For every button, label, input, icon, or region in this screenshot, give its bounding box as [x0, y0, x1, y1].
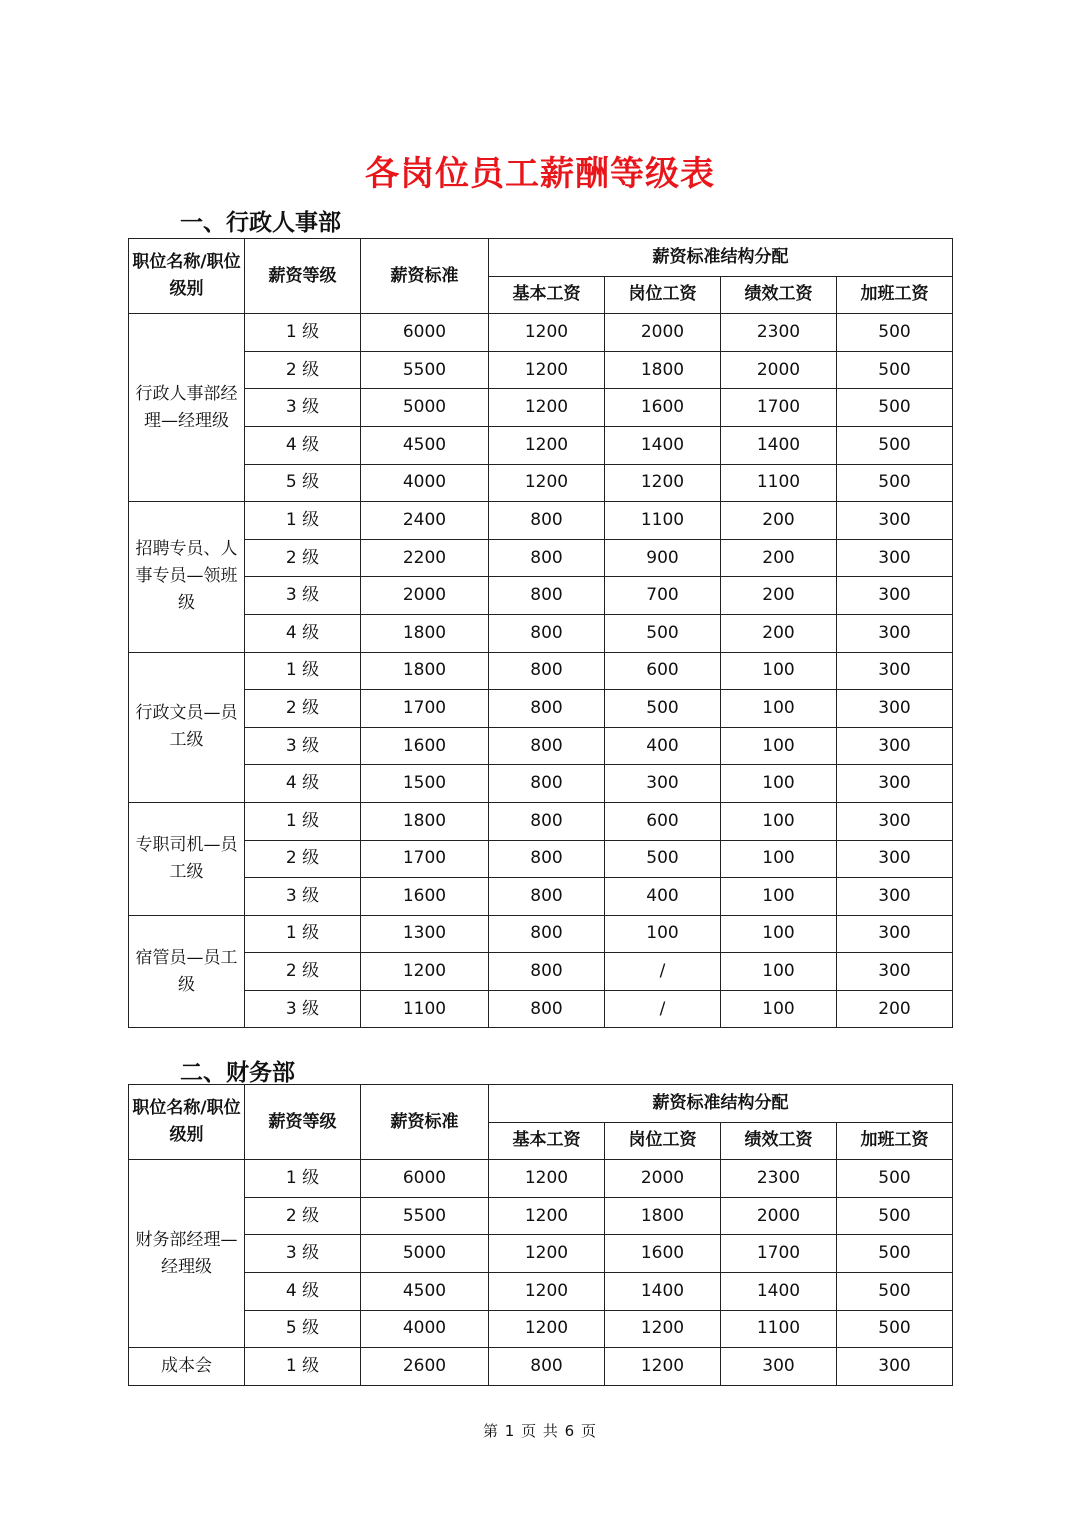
table-row — [129, 577, 953, 615]
performance-cell: 1700 — [721, 1235, 837, 1273]
post-cell: 400 — [605, 878, 721, 916]
table-row — [129, 351, 953, 389]
standard-cell: 1800 — [361, 614, 489, 652]
page-title: 各岗位员工薪酬等级表 — [365, 154, 715, 194]
table-row — [129, 1348, 953, 1386]
performance-cell: 1100 — [721, 1310, 837, 1348]
standard-cell: 1800 — [361, 802, 489, 840]
basic-cell: 1200 — [489, 426, 605, 464]
section-heading-admin-hr: 一、行政人事部 — [180, 210, 341, 236]
table-row — [129, 878, 953, 916]
header-overtime: 加班工资 — [837, 276, 953, 314]
basic-cell: 800 — [489, 727, 605, 765]
header-performance: 绩效工资 — [721, 276, 837, 314]
standard-cell: 5500 — [361, 351, 489, 389]
performance-cell: 100 — [721, 878, 837, 916]
basic-cell: 800 — [489, 840, 605, 878]
basic-cell: 800 — [489, 990, 605, 1028]
basic-cell: 800 — [489, 802, 605, 840]
header-structure: 薪资标准结构分配 — [489, 1085, 953, 1123]
post-cell: 1400 — [605, 426, 721, 464]
header-performance: 绩效工资 — [721, 1122, 837, 1160]
grade-cell: 2 级 — [245, 953, 361, 991]
table-row — [129, 426, 953, 464]
section-heading-finance: 二、财务部 — [180, 1060, 295, 1086]
performance-cell: 100 — [721, 765, 837, 803]
basic-cell: 1200 — [489, 1235, 605, 1273]
standard-cell: 2000 — [361, 577, 489, 615]
post-cell: 1600 — [605, 389, 721, 427]
position-name-cell: 招聘专员、人事专员—领班级 — [129, 502, 245, 652]
performance-cell: 100 — [721, 652, 837, 690]
grade-cell: 3 级 — [245, 389, 361, 427]
performance-cell: 2000 — [721, 1197, 837, 1235]
basic-cell: 1200 — [489, 351, 605, 389]
overtime-cell: 500 — [837, 1197, 953, 1235]
basic-cell: 1200 — [489, 1197, 605, 1235]
basic-cell: 1200 — [489, 1272, 605, 1310]
table-row — [129, 389, 953, 427]
grade-cell: 2 级 — [245, 351, 361, 389]
performance-cell: 100 — [721, 690, 837, 728]
standard-cell: 1800 — [361, 652, 489, 690]
grade-cell: 5 级 — [245, 1310, 361, 1348]
performance-cell: 1700 — [721, 389, 837, 427]
grade-cell: 4 级 — [245, 1272, 361, 1310]
basic-cell: 1200 — [489, 1310, 605, 1348]
post-cell: 400 — [605, 727, 721, 765]
post-cell: 1600 — [605, 1235, 721, 1273]
table-row — [129, 314, 953, 352]
post-cell: 300 — [605, 765, 721, 803]
standard-cell: 1500 — [361, 765, 489, 803]
post-cell: 600 — [605, 652, 721, 690]
standard-cell: 1700 — [361, 690, 489, 728]
basic-cell: 800 — [489, 915, 605, 953]
post-cell: 500 — [605, 614, 721, 652]
overtime-cell: 500 — [837, 1160, 953, 1198]
salary-table-admin-hr — [128, 238, 953, 1028]
basic-cell: 800 — [489, 953, 605, 991]
performance-cell: 100 — [721, 840, 837, 878]
post-cell: 1400 — [605, 1272, 721, 1310]
overtime-cell: 300 — [837, 577, 953, 615]
position-name-cell: 行政人事部经理—经理级 — [129, 314, 245, 502]
table-row — [129, 464, 953, 502]
post-cell: 600 — [605, 802, 721, 840]
overtime-cell: 300 — [837, 878, 953, 916]
performance-cell: 200 — [721, 614, 837, 652]
overtime-cell: 300 — [837, 953, 953, 991]
table-row — [129, 1160, 953, 1198]
performance-cell: 1400 — [721, 1272, 837, 1310]
standard-cell: 1700 — [361, 840, 489, 878]
performance-cell: 100 — [721, 990, 837, 1028]
post-cell: 700 — [605, 577, 721, 615]
header-standard: 薪资标准 — [361, 1085, 489, 1160]
table-row — [129, 990, 953, 1028]
table-header — [129, 239, 953, 314]
salary-table-finance — [128, 1084, 953, 1386]
grade-cell: 1 级 — [245, 802, 361, 840]
grade-cell: 1 级 — [245, 915, 361, 953]
standard-cell: 1600 — [361, 878, 489, 916]
post-cell: 1200 — [605, 1310, 721, 1348]
header-overtime: 加班工资 — [837, 1122, 953, 1160]
standard-cell: 1600 — [361, 727, 489, 765]
standard-cell: 4000 — [361, 464, 489, 502]
overtime-cell: 300 — [837, 502, 953, 540]
grade-cell: 1 级 — [245, 502, 361, 540]
overtime-cell: 300 — [837, 539, 953, 577]
basic-cell: 800 — [489, 1348, 605, 1386]
table-row — [129, 765, 953, 803]
post-cell: 500 — [605, 690, 721, 728]
standard-cell: 2600 — [361, 1348, 489, 1386]
basic-cell: 1200 — [489, 464, 605, 502]
position-name-cell: 财务部经理—经理级 — [129, 1160, 245, 1348]
basic-cell: 800 — [489, 577, 605, 615]
table-body — [129, 1160, 953, 1386]
post-cell: 500 — [605, 840, 721, 878]
performance-cell: 2300 — [721, 314, 837, 352]
overtime-cell: 500 — [837, 314, 953, 352]
header-position: 职位名称/职位级别 — [129, 239, 245, 314]
position-name-cell: 成本会 — [129, 1348, 245, 1386]
post-cell: / — [605, 953, 721, 991]
table-row — [129, 915, 953, 953]
overtime-cell: 500 — [837, 464, 953, 502]
post-cell: 100 — [605, 915, 721, 953]
table-row — [129, 1235, 953, 1273]
overtime-cell: 200 — [837, 990, 953, 1028]
overtime-cell: 300 — [837, 765, 953, 803]
table-body — [129, 314, 953, 1028]
basic-cell: 800 — [489, 690, 605, 728]
table-row — [129, 652, 953, 690]
grade-cell: 4 级 — [245, 614, 361, 652]
performance-cell: 1400 — [721, 426, 837, 464]
overtime-cell: 500 — [837, 1310, 953, 1348]
table-row — [129, 1197, 953, 1235]
grade-cell: 3 级 — [245, 577, 361, 615]
post-cell: 1200 — [605, 1348, 721, 1386]
post-cell: 1800 — [605, 351, 721, 389]
performance-cell: 2300 — [721, 1160, 837, 1198]
performance-cell: 1100 — [721, 464, 837, 502]
basic-cell: 800 — [489, 614, 605, 652]
header-structure: 薪资标准结构分配 — [489, 239, 953, 277]
table-row — [129, 502, 953, 540]
header-post: 岗位工资 — [605, 276, 721, 314]
overtime-cell: 300 — [837, 614, 953, 652]
performance-cell: 100 — [721, 802, 837, 840]
table-row — [129, 802, 953, 840]
basic-cell: 800 — [489, 878, 605, 916]
grade-cell: 4 级 — [245, 426, 361, 464]
table-row — [129, 1272, 953, 1310]
post-cell: 1800 — [605, 1197, 721, 1235]
standard-cell: 1300 — [361, 915, 489, 953]
overtime-cell: 500 — [837, 426, 953, 464]
overtime-cell: 500 — [837, 351, 953, 389]
position-name-cell: 专职司机—员工级 — [129, 802, 245, 915]
basic-cell: 800 — [489, 539, 605, 577]
grade-cell: 1 级 — [245, 1348, 361, 1386]
table-row — [129, 614, 953, 652]
overtime-cell: 300 — [837, 652, 953, 690]
post-cell: 1200 — [605, 464, 721, 502]
overtime-cell: 300 — [837, 802, 953, 840]
header-grade: 薪资等级 — [245, 1085, 361, 1160]
standard-cell: 2400 — [361, 502, 489, 540]
performance-cell: 2000 — [721, 351, 837, 389]
table-row — [129, 1310, 953, 1348]
page-footer: 第 1 页 共 6 页 — [483, 1422, 597, 1440]
standard-cell: 4000 — [361, 1310, 489, 1348]
grade-cell: 1 级 — [245, 652, 361, 690]
post-cell: 1100 — [605, 502, 721, 540]
performance-cell: 100 — [721, 915, 837, 953]
basic-cell: 1200 — [489, 389, 605, 427]
basic-cell: 800 — [489, 502, 605, 540]
header-standard: 薪资标准 — [361, 239, 489, 314]
standard-cell: 1200 — [361, 953, 489, 991]
standard-cell: 6000 — [361, 1160, 489, 1198]
header-post: 岗位工资 — [605, 1122, 721, 1160]
performance-cell: 200 — [721, 502, 837, 540]
overtime-cell: 500 — [837, 389, 953, 427]
standard-cell: 4500 — [361, 426, 489, 464]
table-row — [129, 840, 953, 878]
overtime-cell: 500 — [837, 1235, 953, 1273]
overtime-cell: 300 — [837, 1348, 953, 1386]
grade-cell: 2 级 — [245, 1197, 361, 1235]
basic-cell: 800 — [489, 765, 605, 803]
header-basic: 基本工资 — [489, 276, 605, 314]
grade-cell: 5 级 — [245, 464, 361, 502]
grade-cell: 3 级 — [245, 990, 361, 1028]
basic-cell: 1200 — [489, 1160, 605, 1198]
overtime-cell: 300 — [837, 690, 953, 728]
standard-cell: 5500 — [361, 1197, 489, 1235]
header-grade: 薪资等级 — [245, 239, 361, 314]
header-basic: 基本工资 — [489, 1122, 605, 1160]
standard-cell: 4500 — [361, 1272, 489, 1310]
table-row — [129, 953, 953, 991]
standard-cell: 5000 — [361, 389, 489, 427]
standard-cell: 5000 — [361, 1235, 489, 1273]
overtime-cell: 300 — [837, 915, 953, 953]
grade-cell: 1 级 — [245, 1160, 361, 1198]
basic-cell: 1200 — [489, 314, 605, 352]
performance-cell: 200 — [721, 539, 837, 577]
performance-cell: 100 — [721, 953, 837, 991]
standard-cell: 1100 — [361, 990, 489, 1028]
standard-cell: 2200 — [361, 539, 489, 577]
grade-cell: 1 级 — [245, 314, 361, 352]
grade-cell: 4 级 — [245, 765, 361, 803]
grade-cell: 2 级 — [245, 840, 361, 878]
grade-cell: 2 级 — [245, 690, 361, 728]
post-cell: 2000 — [605, 1160, 721, 1198]
overtime-cell: 500 — [837, 1272, 953, 1310]
overtime-cell: 300 — [837, 840, 953, 878]
table-row — [129, 727, 953, 765]
performance-cell: 300 — [721, 1348, 837, 1386]
table-row — [129, 539, 953, 577]
standard-cell: 6000 — [361, 314, 489, 352]
basic-cell: 800 — [489, 652, 605, 690]
position-name-cell: 行政文员—员工级 — [129, 652, 245, 802]
header-position: 职位名称/职位级别 — [129, 1085, 245, 1160]
post-cell: / — [605, 990, 721, 1028]
post-cell: 900 — [605, 539, 721, 577]
overtime-cell: 300 — [837, 727, 953, 765]
position-name-cell: 宿管员—员工级 — [129, 915, 245, 1028]
table-row — [129, 690, 953, 728]
performance-cell: 100 — [721, 727, 837, 765]
post-cell: 2000 — [605, 314, 721, 352]
grade-cell: 3 级 — [245, 727, 361, 765]
grade-cell: 3 级 — [245, 1235, 361, 1273]
grade-cell: 3 级 — [245, 878, 361, 916]
table-header — [129, 1085, 953, 1160]
grade-cell: 2 级 — [245, 539, 361, 577]
performance-cell: 200 — [721, 577, 837, 615]
